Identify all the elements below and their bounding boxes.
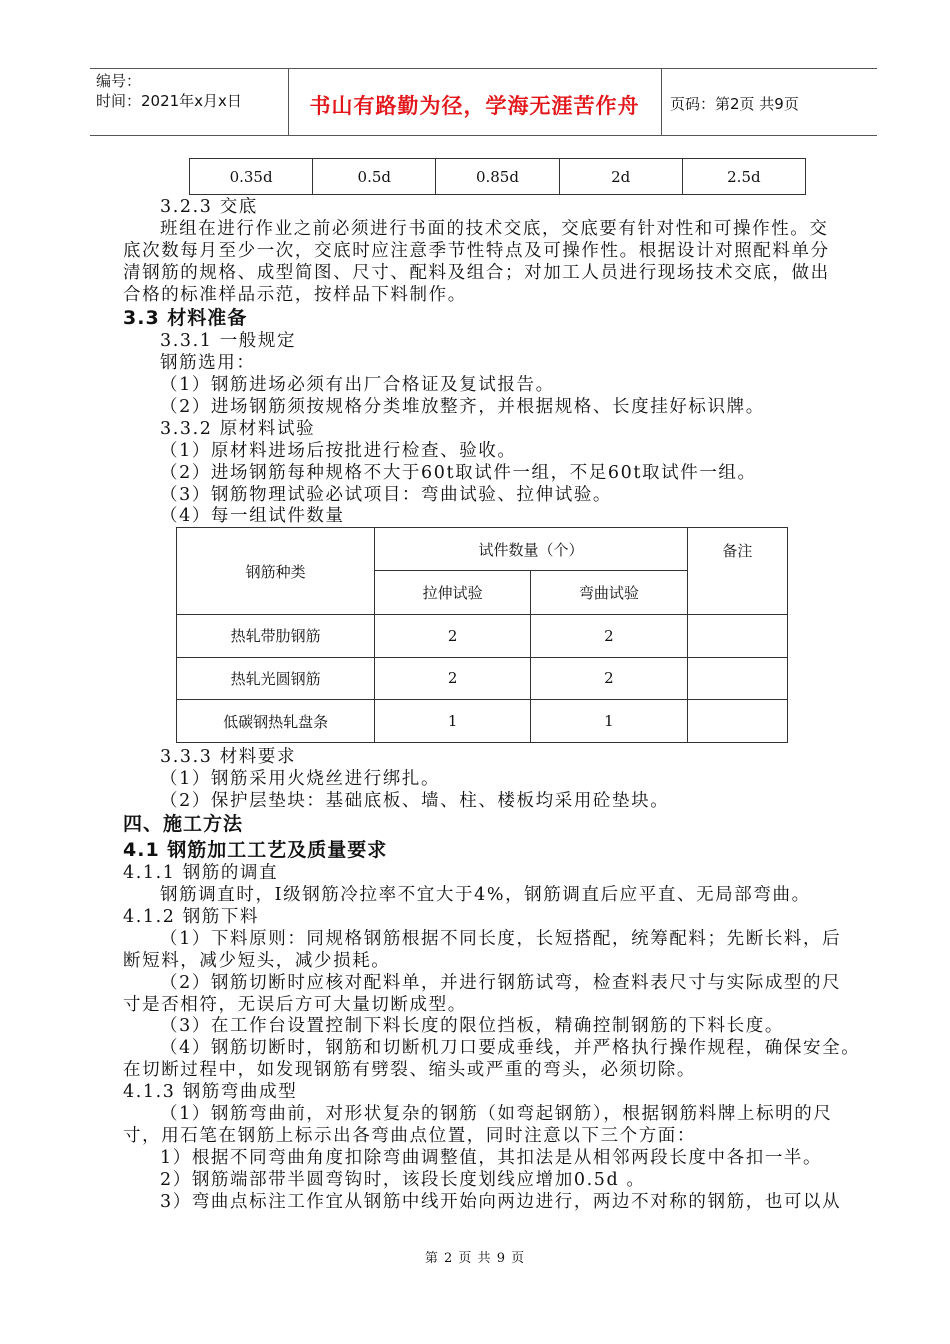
cell-tensile: 2 xyxy=(375,657,531,700)
list-item: 1）根据不同弯曲角度扣除弯曲调整值，其扣法是从相邻两段长度中各扣一半。 xyxy=(160,1148,823,1168)
subsection-heading: 4.1.2 钢筋下料 xyxy=(123,907,260,927)
table-header-row xyxy=(177,528,788,571)
section-heading: 3.3 材料准备 xyxy=(123,307,248,329)
paragraph-line: （2）钢筋切断时应核对配料单，并进行钢筋试弯，检查料表尺寸与实际成型的尺 xyxy=(160,973,842,993)
specimen-count-table xyxy=(176,527,788,743)
paragraph-line: 断短料，减少短头，减少损耗。 xyxy=(123,951,391,971)
paragraph-line: （1）钢筋弯曲前，对形状复杂的钢筋（如弯起钢筋），根据钢筋料牌上标明的尺 xyxy=(160,1104,833,1124)
list-item: （1）原材料进场后按批进行检查、验收。 xyxy=(160,441,517,461)
table-row xyxy=(177,700,788,743)
subsection-heading: 3.2.3 交底 xyxy=(160,197,258,217)
cell-note xyxy=(687,615,787,658)
header-motto: 书山有路勤为径，学海无涯苦作舟 xyxy=(309,94,640,118)
list-item: （2）进场钢筋每种规格不大于60t取试件一组，不足60t取试件一组。 xyxy=(160,463,757,483)
page-footer: 第 2 页 共 9 页 xyxy=(424,1251,526,1266)
header-cell-note: 备注 xyxy=(687,528,787,615)
paragraph-line: 清钢筋的规格、成型简图、尺寸、配料及组合；对加工人员进行现场技术交底，做出 xyxy=(123,263,830,283)
list-item: （1）钢筋进场必须有出厂合格证及复试报告。 xyxy=(160,375,555,395)
header-divider xyxy=(661,69,662,136)
table-cell: 2.5d xyxy=(682,159,805,195)
table-row xyxy=(177,615,788,658)
subsection-heading: 3.3.2 原材料试验 xyxy=(160,419,316,439)
header-top-rule xyxy=(90,68,877,69)
table-cell: 0.5d xyxy=(313,159,436,195)
cell-bend: 2 xyxy=(531,615,688,658)
cell-type: 热轧光圆钢筋 xyxy=(177,657,375,700)
paragraph-line: 合格的标准样品示范，按样品下料制作。 xyxy=(123,285,467,305)
subsection-heading: 4.1.1 钢筋的调直 xyxy=(123,863,279,883)
document-date: 时间：2021年x月x日 xyxy=(96,92,242,110)
paragraph-line: 钢筋调直时，Ⅰ级钢筋冷拉率不宜大于4%，钢筋调直后应平直、无局部弯曲。 xyxy=(160,885,811,905)
header-cell-tensile: 拉伸试验 xyxy=(375,571,531,615)
header-cell-count: 试件数量（个） xyxy=(375,528,687,571)
paragraph-line: 在切断过程中，如发现钢筋有劈裂、缩头或严重的弯头，必须切除。 xyxy=(123,1060,696,1080)
table-cell: 0.85d xyxy=(436,159,559,195)
list-item: （2）进场钢筋须按规格分类堆放整齐，并根据规格、长度挂好标识牌。 xyxy=(160,397,765,417)
document-number: 编号： xyxy=(96,72,142,90)
cell-tensile: 2 xyxy=(375,615,531,658)
paragraph-line: 寸是否相符，无误后方可大量切断成型。 xyxy=(123,995,467,1015)
cell-note xyxy=(687,700,787,743)
list-item: （2）保护层垫块：基础底板、墙、柱、楼板均采用砼垫块。 xyxy=(160,791,670,811)
list-item: （3）钢筋物理试验必试项目：弯曲试验、拉伸试验。 xyxy=(160,485,613,505)
cell-bend: 2 xyxy=(531,657,688,700)
subsection-heading: 3.3.3 材料要求 xyxy=(160,747,297,767)
header-bottom-rule xyxy=(90,135,877,136)
paragraph-line: （3）在工作台设置控制下料长度的限位挡板，精确控制钢筋的下料长度。 xyxy=(160,1016,784,1036)
header-page-number: 页码：第2页 共9页 xyxy=(670,95,799,113)
table-cell: 0.35d xyxy=(190,159,313,195)
cell-type: 热轧带肋钢筋 xyxy=(177,615,375,658)
cell-bend: 1 xyxy=(531,700,688,743)
paragraph-line: （4）钢筋切断时，钢筋和切断机刀口要成垂线，并严格执行操作规程，确保安全。 xyxy=(160,1038,861,1058)
list-item: （1）钢筋采用火烧丝进行绑扎。 xyxy=(160,769,441,789)
chapter-heading: 四、施工方法 xyxy=(123,813,244,835)
table-cell: 2d xyxy=(559,159,682,195)
subsection-heading: 3.3.1 一般规定 xyxy=(160,331,297,351)
cell-tensile: 1 xyxy=(375,700,531,743)
header-cell-bend: 弯曲试验 xyxy=(531,571,688,615)
subsection-heading: 4.1.3 钢筋弯曲成型 xyxy=(123,1082,298,1102)
hook-length-table xyxy=(189,158,806,195)
paragraph-line: 班组在进行作业之前必须进行书面的技术交底，交底要有针对性和可操作性。交 xyxy=(160,219,829,239)
cell-type: 低碳钢热轧盘条 xyxy=(177,700,375,743)
list-item: （4）每一组试件数量 xyxy=(160,506,345,526)
section-heading: 4.1 钢筋加工工艺及质量要求 xyxy=(123,839,388,861)
paragraph-line: 钢筋选用： xyxy=(160,353,256,373)
paragraph-line: 底次数每月至少一次，交底时应注意季节性特点及可操作性。根据设计对照配料单分 xyxy=(123,241,830,261)
list-item: 3）弯曲点标注工作宜从钢筋中线开始向两边进行，两边不对称的钢筋，也可以从 xyxy=(160,1192,842,1212)
list-item: 2）钢筋端部带半圆弯钩时，该段长度划线应增加0.5d 。 xyxy=(160,1170,646,1190)
table-row xyxy=(190,159,806,195)
header-cell-type: 钢筋种类 xyxy=(177,528,375,615)
table-row xyxy=(177,657,788,700)
cell-note xyxy=(687,657,787,700)
paragraph-line: （1）下料原则：同规格钢筋根据不同长度，长短搭配，统筹配料；先断长料，后 xyxy=(160,929,842,949)
paragraph-line: 寸，用石笔在钢筋上标示出各弯曲点位置，同时注意以下三个方面： xyxy=(123,1126,696,1146)
